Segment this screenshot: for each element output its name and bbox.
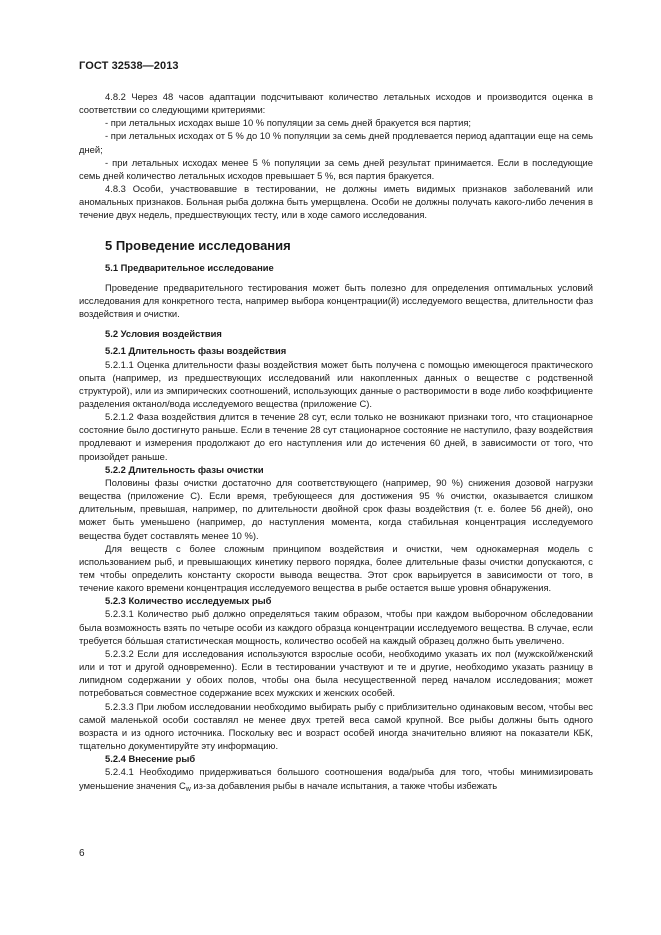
paragraph-5-1: Проведение предварительного тестирования может быть полезно для определения оптимальных условий исследования для конкретного теста, например выбора концентрации(й) исследуемого вещества, длительности фаз воздействия и очистки. [79, 281, 593, 320]
paragraph-5-2-3-1: 5.2.3.1 Количество рыб должно определяться таким образом, чтобы при каждом выборочном обследовании была возможность взять по четыре особи из каждого образца концентрации исследуемого вещества. В случае, если требуется бо́льшая статистическая мощность, количество особей на каждый образец должно быть увеличено. [79, 608, 593, 646]
paragraph-text: из-за добавления рыбы в начале испытания, а также чтобы избежать [190, 779, 498, 791]
page-content [79, 90, 593, 792]
subsection-5-2-2-heading: 5.2.2 Длительность фазы очистки [105, 463, 264, 475]
list-item: - при летальных исходах выше 10 % популяции за семь дней бракуется вся партия; [105, 117, 472, 129]
paragraph-5-2-1-2: 5.2.1.2 Фаза воздействия длится в течение 28 сут, если только не возникают признаки того, что стационарное состояние было достигнуто раньше. Если в течение 28 сут стационарное состояние не наступило, фазу воздействия продлевают и измерения продолжают до его наступления или до истечения 60 дней, в зависимости от того, что произойдет раньше. [79, 411, 593, 462]
subsection-5-2-1-heading: 5.2.1 Длительность фазы воздействия [105, 345, 287, 357]
paragraph-5-2-2-a: Половины фазы очистки достаточно для соответствующего (например, 90 %) снижения дозовой нагрузки вещества (приложение С). Если время, требующееся для достижения 95 % очистки, оказывается слишком длительным, превышая, например, по длительности двойной срок фазы воздействия (т. е. более 56 дней), оно может быть уменьшено (например, до наступления момента, когда стабильная концентрация исследуемого вещества будет составлять менее 10 %). [79, 476, 593, 541]
paragraph-text: 5.2.4.1 Необходимо придерживаться большого соотношения вода/рыба для того, чтобы минимизировать уменьшение значения C [79, 766, 593, 791]
subscript-w: w [185, 785, 191, 793]
subsection-5-2-heading: 5.2 Условия воздействия [105, 328, 222, 340]
list-item: - при летальных исходах от 5 % до 10 % популяции за семь дней продлевается период адаптации еще на семь дней; [79, 130, 593, 155]
page-number: 6 [79, 848, 85, 859]
paragraph-5-2-2-b: Для веществ с более сложным принципом воздействия и очистки, чем однокамерная модель с использованием рыб, и превышающих кинетику первого порядка, более длительные фазы очистки допускаются, с тем чтобы определить константу скорости вывода вещества. Этот срок варьируется в зависимости от того, в течение какого времени концентрация исследуемого вещества в рыбе остается выше уровня обнаружения. [79, 542, 593, 594]
subsection-5-2-4-heading: 5.2.4 Внесение рыб [105, 753, 196, 765]
paragraph-5-2-3-3: 5.2.3.3 При любом исследовании необходимо выбирать рыбу с приблизительно одинаковым весом, чтобы вес самой маленькой особи составлял не менее двух третей веса самой крупной. Все рыбы должны быть одного возраста и из одного источника. Поскольку вес и возраст особей иногда значительно влияют на показатели КБК, тщательно документируйте эту информацию. [79, 700, 593, 752]
section-5-heading: 5 Проведение исследования [105, 237, 291, 253]
subsection-5-2-3-heading: 5.2.3 Количество исследуемых рыб [105, 595, 272, 607]
paragraph-5-2-3-2: 5.2.3.2 Если для исследования используются взрослые особи, необходимо указать их пол (мужской/женский или и тот и другой одновременно). Если в тестировании участвуют и те и другие, необходимо указать разницу в липидном содержании у обоих полов, чтобы она была несущественной перед началом исследования; может потребоваться совместное содержание всех мужских и женских особей. [79, 647, 593, 699]
list-item: - при летальных исходах менее 5 % популяции за семь дней результат принимается. Если в последующие семь дней количество летальных исходов превышает 5 %, вся партия бракуется. [79, 156, 593, 181]
paragraph-4-8-3: 4.8.3 Особи, участвовавшие в тестировании, не должны иметь видимых признаков заболеваний или аномальных признаков. Больная рыба должна быть умерщвлена. Особи не должны получать какого-либо лечения в течение двух недель, предшествующих тесту, или в ходе самого исследования. [79, 183, 593, 221]
paragraph-4-8-2: 4.8.2 Через 48 часов адаптации подсчитывают количество летальных исходов и производится оценка в соответствии со следующими критериями: [79, 91, 593, 116]
paragraph-5-2-1-1: 5.2.1.1 Оценка длительности фазы воздействия может быть получена с помощью имеющегося практического опыта (например, из предшествующих исследований или накопленных данных о веществе с родственной структурой), или из эмпирических соотношений, использующих данные о растворимости в воде либо коэффициенте разделения октанол/вода исследуемого вещества (приложение С). [79, 358, 593, 409]
subsection-5-1-heading: 5.1 Предварительное исследование [105, 261, 274, 273]
paragraph-5-2-4-1 [79, 765, 593, 791]
document-header: ГОСТ 32538—2013 [79, 60, 179, 72]
